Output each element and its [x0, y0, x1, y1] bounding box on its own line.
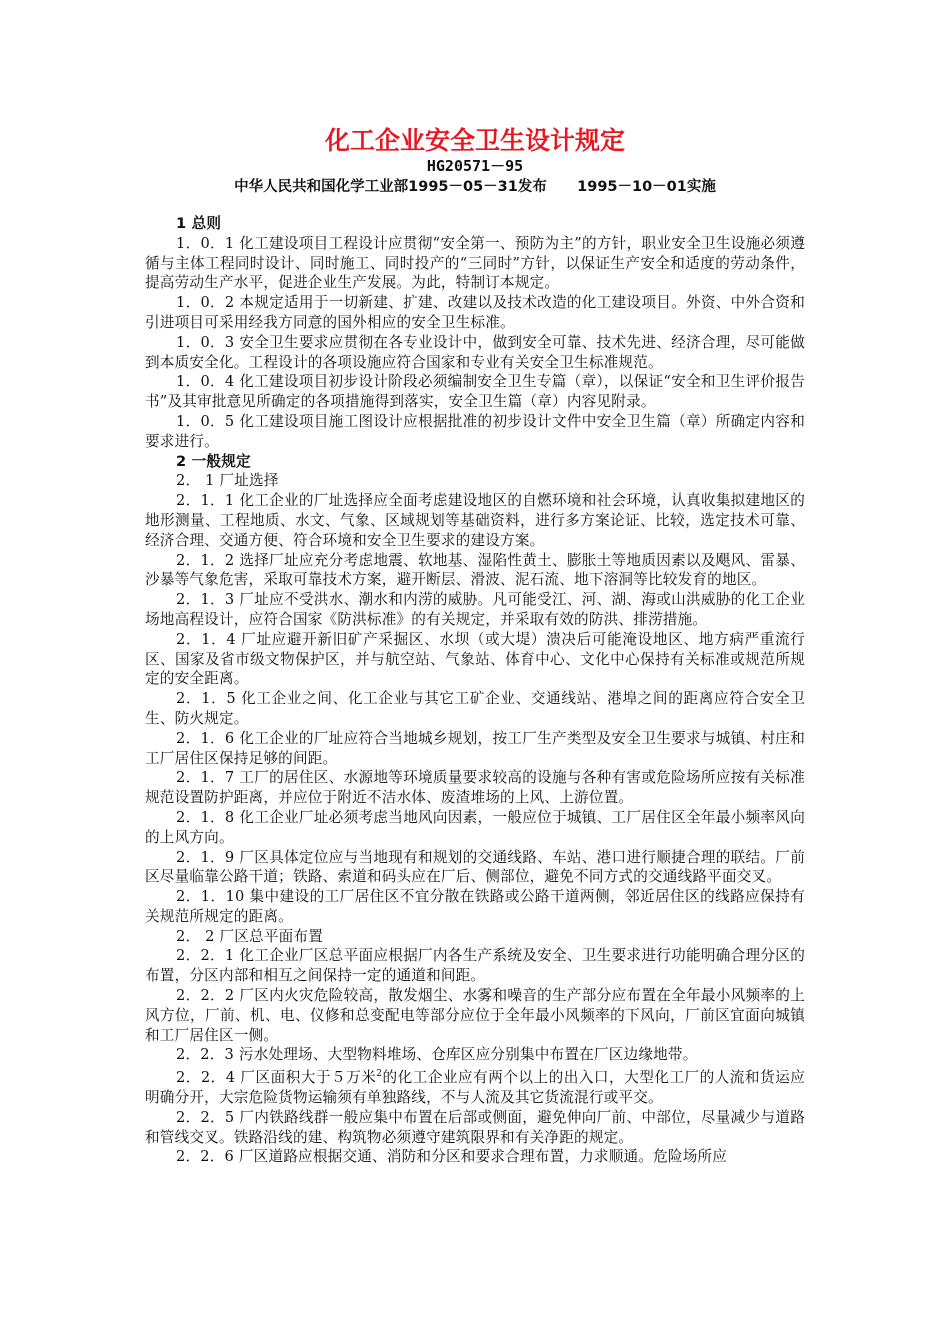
paragraph: 2．2．2 厂区内火灾危险较高，散发烟尘、水雾和噪音的生产部分应布置在全年最小风频率的上风方位，厂前、机、电、仪修和总变配电等部分应位于全年最小风频率的下风向，厂前区宜面向城镇和工厂居住区一侧。: [145, 987, 805, 1044]
paragraph: 2．1．5 化工企业之间、化工企业与其它工矿企业、交通线站、港埠之间的距离应符合安全卫生、防火规定。: [145, 690, 805, 727]
paragraph-text: 2．2．4 厂区面积大于５万米: [176, 1069, 377, 1087]
paragraph-text: 的化工企业应有两个以上的出入口，大型化工厂的人流和货运应明确分开，大宗危险货物运输须有单独路线，不与人流及其它货流混行或平交。: [145, 1069, 805, 1107]
paragraph: 1．0．3 安全卫生要求应贯彻在各专业设计中，做到安全可靠、技术先进、经济合理，尽可能做到本质安全化。工程设计的各项设施应符合国家和专业有关安全卫生标准规范。: [145, 333, 805, 371]
paragraph: 2．1．8 化工企业厂址必须考虑当地风向因素，一般应位于城镇、工厂居住区全年最小频率风向的上风方向。: [145, 808, 805, 846]
paragraph: 2．1．4 厂址应避开新旧矿产采掘区、水坝（或大堤）溃决后可能淹设地区、地方病严重流行区、国家及省市级文物保护区，并与航空站、气象站、体育中心、文化中心保持有关标准或规范所规定的安全距离。: [145, 630, 805, 688]
standard-code: HG20571－95: [426, 157, 524, 175]
paragraph: [145, 1065, 805, 1108]
paragraph: 2．2．1 化工企业厂区总平面应根据厂内各生产系统及安全、卫生要求进行功能明确合理分区的布置，分区内部和相互之间保持一定的通道和间距。: [145, 947, 805, 985]
issue-line: 中华人民共和国化学工业部1995－05－31发布 1995－10－01实施: [234, 179, 716, 195]
paragraph: 2．1．1 化工企业的厂址选择应全面考虑建设地区的自燃环境和社会环境，认真收集拟建地区的地形测量、工程地质、水文、气象、区域规划等基础资料，进行多方案论证、比较，选定技术可靠、经济合理、交通方便、符合环境和安全卫生要求的建设方案。: [145, 492, 805, 549]
paragraph: 2．1．7 工厂的居住区、水源地等环境质量要求较高的设施与各种有害或危险场所应按有关标准规范设置防护距离，并应位于附近不洁水体、废渣堆场的上风、上游位置。: [145, 769, 805, 807]
paragraph: 2．1．6 化工企业的厂址应符合当地城乡规划，按工厂生产类型及安全卫生要求与城镇、村庄和工厂居住区保持足够的间距。: [145, 729, 805, 767]
subsection-heading: 2． 1 厂址选择: [176, 472, 279, 490]
section-heading: 1 总则: [176, 215, 222, 232]
paragraph: 2．2．5 厂内铁路线群一般应集中布置在后部或侧面，避免伸向厂前、中部位，尽量减少与道路和管线交叉。铁路沿线的建、构筑物必须遵守建筑限界和有关净距的规定。: [145, 1108, 805, 1146]
paragraph: 2．2．6 厂区道路应根据交通、消防和分区和要求合理布置，力求顺通。危险场所应: [176, 1148, 728, 1166]
paragraph: 2．1．2 选择厂址应充分考虑地震、软地基、湿陷性黄土、膨胀土等地质因素以及飓风、雷暴、沙暴等气象危害，采取可靠技术方案，避开断层、滑波、泥石流、地下溶洞等比较发育的地区。: [145, 551, 805, 589]
subsection-heading: 2． 2 厂区总平面布置: [176, 927, 323, 945]
document-title: 化工企业安全卫生设计规定: [324, 126, 625, 155]
paragraph: 1．0．4 化工建设项目初步设计阶段必须编制安全卫生专篇（章），以保证“安全和卫生评价报告书”及其审批意见所确定的各项措施得到落实，安全卫生篇（章）内容见附录。: [145, 373, 805, 411]
paragraph: 2．1．9 厂区具体定位应与当地现有和规划的交通线路、车站、港口进行顺捷合理的联结。厂前区尽量临靠公路干道；铁路、索道和码头应在厂后、侧部位，避免不同方式的交通线路平面交叉。: [145, 848, 805, 886]
paragraph: 2．2．3 污水处理场、大型物料堆场、仓库区应分别集中布置在厂区边缘地带。: [176, 1046, 698, 1064]
paragraph: 1．0．2 本规定适用于一切新建、扩建、改建以及技术改造的化工建设项目。外资、中外合资和引进项目可采用经我方同意的国外相应的安全卫生标准。: [145, 294, 805, 331]
paragraph: 2．1．10 集中建设的工厂居住区不宜分散在铁路或公路干道两侧，邻近居住区的线路应保持有关规范所规定的距离。: [145, 888, 805, 925]
superscript: 2: [376, 1069, 383, 1080]
paragraph: 1．0．5 化工建设项目施工图设计应根据批准的初步设计文件中安全卫生篇（章）所确定内容和要求进行。: [145, 412, 805, 450]
paragraph: 2．1．3 厂址应不受洪水、潮水和内涝的威胁。凡可能受江、河、湖、海或山洪威胁的化工企业场地高程设计，应符合国家《防洪标准》的有关规定，并采取有效的防洪、排涝措施。: [145, 591, 805, 628]
section-heading: 2 一般规定: [176, 452, 251, 470]
paragraph: 1．0．1 化工建设项目工程设计应贯彻“安全第一、预防为主”的方针，职业安全卫生设施必须遵循与主体工程同时设计、同时施工、同时投产的“三同时”方针，以保证生产安全和适度的劳动条件，提高劳动生产水平，促进企业生产发展。为此，特制订本规定。: [145, 234, 805, 292]
document-body: [145, 214, 805, 1167]
